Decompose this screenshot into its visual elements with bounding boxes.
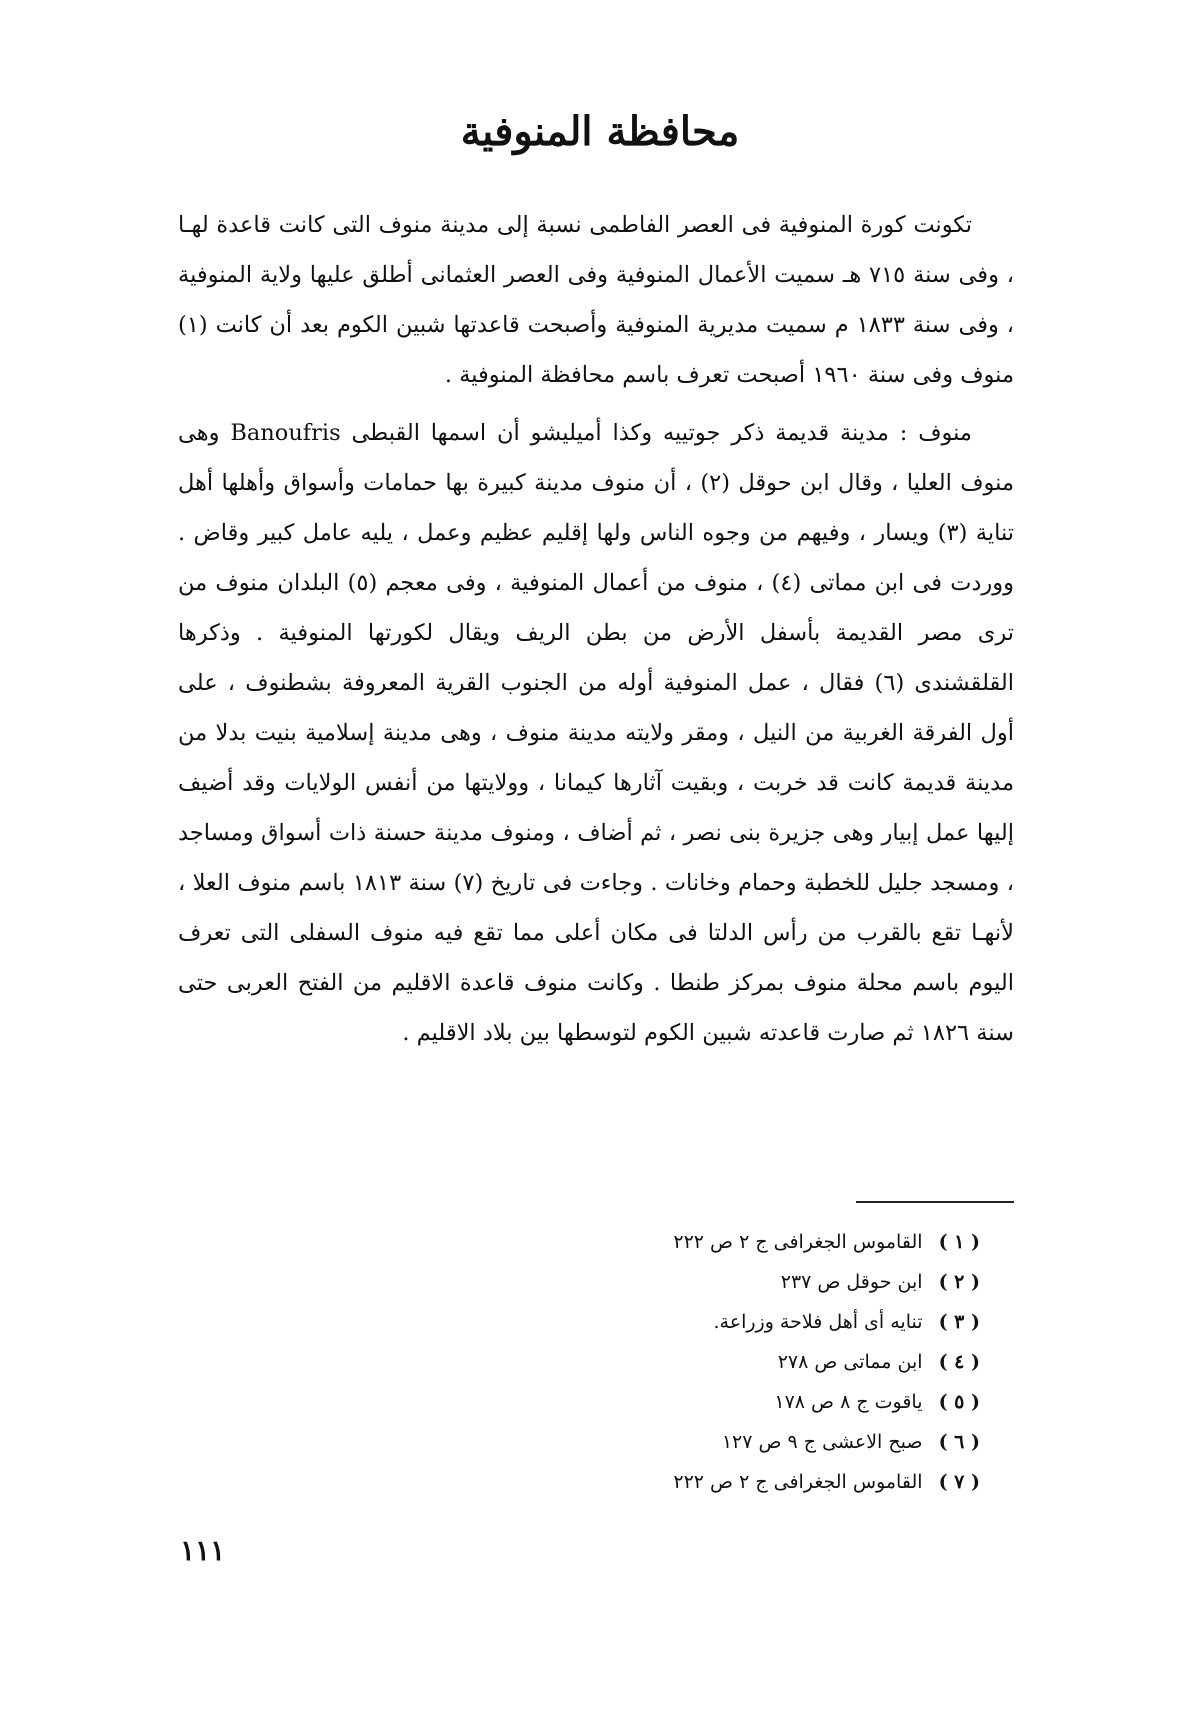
page-number: ١١١ [180, 1534, 226, 1567]
page-title: محافظة المنوفية [460, 108, 740, 155]
footnote-number: ( ٣ ) [938, 1311, 980, 1333]
footnote-item [560, 1302, 980, 1342]
footnote-divider [856, 1201, 1014, 1203]
footnote-item [560, 1262, 980, 1302]
footnote-number: ( ٥ ) [938, 1391, 980, 1413]
footnote-number: ( ١ ) [938, 1231, 980, 1253]
footnote-number: ( ٦ ) [938, 1431, 980, 1453]
footnote-number: ( ٢ ) [938, 1271, 980, 1293]
footnote-item [560, 1422, 980, 1462]
intro-paragraph: تكونت كورة المنوفية فى العصر الفاطمى نسبة إلى مدينة منوف التى كانت قاعدة لهـا ، وفى سنة ٧١٥ هـ سميت الأعمال المنوفية وفى العصر العثمانى أطلق عليها ولاية المنوفية ، وفى سنة ١٨٣٣ م سميت مديرية المنوفية وأصبحت قاعدتها شبين الكوم بعد أن كانت (١) منوف وفى سنة ١٩٦٠ أصبحت تعرف باسم محافظة المنوفية . [178, 212, 1014, 388]
main-text [178, 200, 1014, 1066]
manouf-paragraph: منوف : مدينة قديمة ذكر جوتييه وكذا أميليشو أن اسمها القبطى Banoufris وهى منوف العليا ، وقال ابن حوقل (٢) ، أن منوف مدينة كبيرة بها حمامات وأسواق وأهلها أهل تناية (٣) ويسار ، وفيهم من وجوه الناس ولها إقليم عظيم وعمل ، يليه عامل كبير وقاض . ووردت فى ابن مماتى (٤) ، منوف من أعمال المنوفية ، وفى معجم (٥) البلدان منوف من ترى مصر القديمة بأسفل الأرض من بطن الريف ويقال لكورتها المنوفية . وذكرها القلقشندى (٦) فقال ، عمل المنوفية أوله من الجنوب القرية المعروفة بشطنوف ، على أول الفرقة الغربية من النيل ، ومقر ولايته مدينة منوف ، وهى مدينة إسلامية بنيت بدلا من مدينة قديمة كانت قد خربت ، وبقيت آثارها كيمانا ، وولايتها من أنفس الولايات وقد أضيف إليها عمل إبيار وهى جزيرة بنى نصر ، ثم أضاف ، ومنوف مدينة حسنة ذات أسواق ومساجد ، ومسجد جليل للخطبة وحمام وخانات . وجاءت فى تاريخ (٧) سنة ١٨١٣ باسم منوف العلا ، لأنهـا تقع بالقرب من رأس الدلتا فى مكان أعلى مما تقع فيه منوف السفلى التى تعرف اليوم باسم محلة منوف بمركز طنطا . وكانت منوف قاعدة الاقليم من الفتح العربى حتى سنة ١٨٢٦ ثم صارت قاعدته شبين الكوم لتوسطها بين بلاد الاقليم . [178, 420, 1015, 1046]
footnotes-list [560, 1222, 980, 1502]
footnote-item [560, 1342, 980, 1382]
footnote-text: القاموس الجغرافى ج ٢ ص ٢٢٢ [673, 1471, 923, 1493]
footnote-number: ( ٧ ) [938, 1471, 980, 1493]
footnote-item [560, 1222, 980, 1262]
footnote-text: القاموس الجغرافى ج ٢ ص ٢٢٢ [673, 1231, 923, 1253]
footnote-text: ابن مماتى ص ٢٧٨ [777, 1351, 923, 1373]
footnote-text: ابن حوقل ص ٢٣٧ [780, 1271, 923, 1293]
footnote-item [560, 1382, 980, 1422]
footnote-text: تنايه أى أهل فلاحة وزراعة. [713, 1311, 923, 1333]
footnote-text: صبح الاعشى ج ٩ ص ١٢٧ [721, 1431, 923, 1453]
footnote-number: ( ٤ ) [938, 1351, 980, 1373]
footnote-text: ياقوت ج ٨ ص ١٧٨ [774, 1391, 923, 1413]
footnote-item [560, 1462, 980, 1502]
